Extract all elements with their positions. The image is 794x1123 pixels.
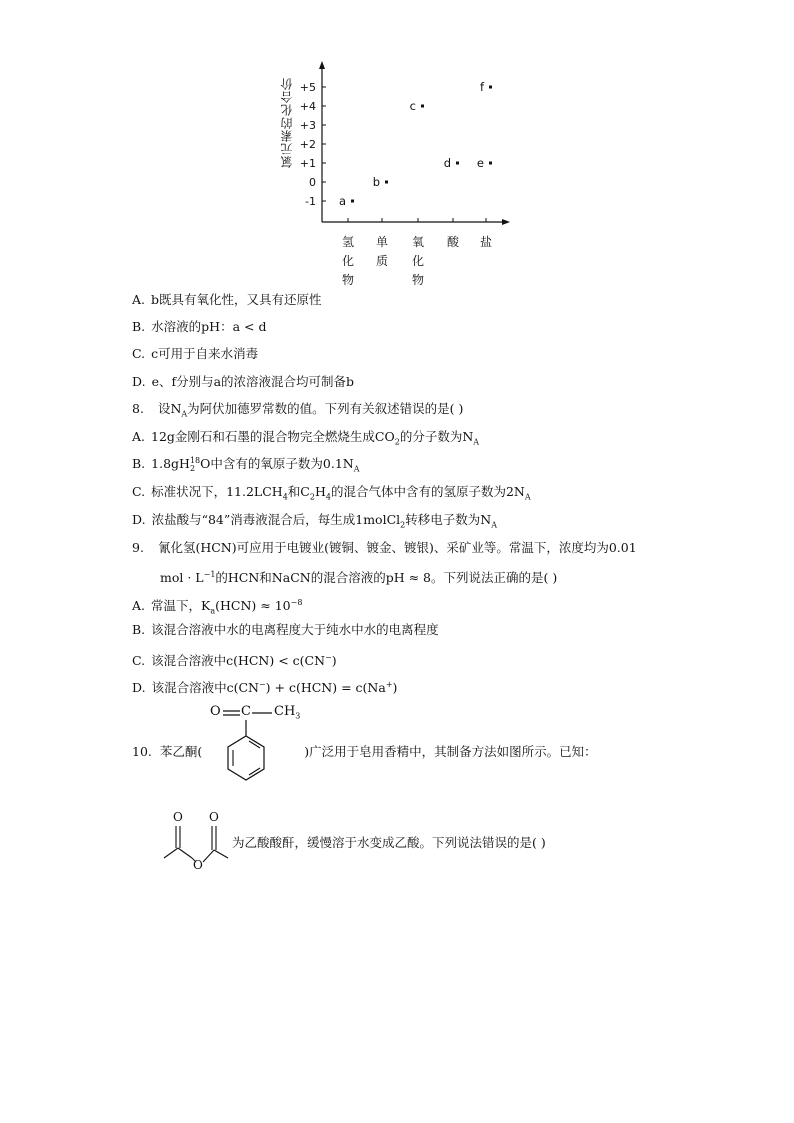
q8-option-a-s1: 2 — [394, 437, 400, 447]
point-label-d: d — [443, 156, 451, 170]
q7-option-c-label: C. — [132, 346, 146, 361]
category-char: 化 — [341, 254, 354, 268]
point-f — [489, 86, 492, 89]
q7-option-a — [132, 291, 322, 309]
q9-option-d-sup2: + — [385, 680, 393, 689]
q8-option-b-label: B. — [132, 456, 146, 471]
q9-option-a-t1: 常温下，K — [151, 598, 211, 614]
q9-option-c — [132, 649, 337, 670]
category-char: 氧 — [411, 235, 424, 249]
struct-ch3 — [274, 704, 300, 721]
category-char: 物 — [341, 273, 354, 287]
q8-option-c-s2: 2 — [309, 492, 315, 502]
q8-option-c-s4: A — [524, 492, 531, 502]
q9-option-a-sup: −8 — [290, 598, 303, 607]
category-char: 氢 — [341, 235, 354, 249]
point-d — [456, 162, 459, 165]
q8-option-b — [132, 455, 360, 479]
q8-option-a-t2: 的分子数为N — [399, 429, 474, 444]
q7-option-a-label: A. — [132, 292, 146, 307]
q7-option-b-label: B. — [132, 319, 146, 334]
category-char: 质 — [375, 254, 388, 268]
chart-plot — [270, 55, 530, 230]
q7-option-b-text: 水溶液的pH：a < d — [151, 319, 267, 334]
q8-option-d-s2: A — [491, 520, 497, 530]
q9-number: 9. — [132, 540, 144, 555]
q7-option-a-text: b既具有氧化性，又具有还原性 — [151, 292, 322, 307]
category-label-0 — [340, 233, 356, 290]
q9-stem-2sup: −1 — [203, 570, 216, 579]
q9-option-c-label: C. — [132, 653, 146, 669]
chart-y-label: 氯元素的化合价 — [280, 77, 294, 168]
q8-option-c-s1: 4 — [282, 492, 288, 502]
q8-option-b-s2: A — [353, 464, 360, 474]
q8-option-d — [132, 511, 497, 535]
point-a — [351, 200, 354, 203]
anhydride-o-top2: O — [209, 810, 219, 824]
q9-option-c-t2: ) — [331, 653, 337, 669]
q9-option-d-sup1: − — [258, 680, 266, 689]
q7-option-b — [132, 318, 266, 336]
q8-option-c — [132, 483, 531, 507]
q8-option-d-label: D. — [132, 512, 146, 527]
q7-option-c — [132, 345, 258, 363]
point-label-a: a — [338, 194, 346, 208]
q10-stem-2: )广泛用于皂用香精中，其制备方法如图所示。已知： — [304, 744, 597, 759]
q8-stem-pre: 设 — [157, 401, 171, 416]
y-tick-label: 0 — [309, 176, 316, 189]
q7-option-c-text: c可用于自来水消毒 — [151, 346, 259, 361]
x-axis-arrow — [502, 219, 510, 225]
category-char: 盐 — [479, 235, 492, 249]
point-c — [421, 105, 424, 108]
q9-option-d-t1: 该混合溶液中c(CN — [151, 680, 259, 696]
q9-option-d-t3: ) — [392, 680, 398, 696]
q7-option-d-text: e、f分别与a的浓溶液混合均可制备b — [151, 374, 355, 389]
q8-stem-post: 为阿伏加德罗常数的值。下列有关叙述错误的是( ) — [187, 401, 464, 416]
category-label-2 — [410, 233, 426, 290]
point-label-c: c — [409, 99, 416, 113]
category-char: 酸 — [446, 235, 459, 249]
q9-option-d — [132, 676, 397, 697]
anhydride-o-top1: O — [173, 810, 183, 824]
struct-ch3-sub: 3 — [295, 711, 301, 721]
q8-option-c-t1: 标准状况下，11.2LCH — [151, 484, 283, 499]
category-char: 物 — [411, 273, 424, 287]
y-tick-label: -1 — [305, 195, 316, 208]
struct-c: C — [241, 704, 251, 719]
q9-option-a-t2: (HCN) ≈ 10 — [215, 598, 291, 614]
anhydride-o-mid: O — [193, 858, 203, 872]
point-b — [385, 181, 388, 184]
q8-option-c-s3: 4 — [325, 492, 331, 502]
point-label-b: b — [372, 175, 380, 189]
q9-option-b — [132, 621, 439, 639]
q8-option-b-t2: O中含有的氧原子数为0.1N — [200, 456, 354, 471]
y-tick-label: +1 — [299, 157, 316, 170]
q10-number: 10. — [132, 744, 152, 759]
y-tick-label: +3 — [299, 119, 316, 132]
q8-option-a-s2: A — [473, 437, 480, 447]
q8-stem-na: N — [170, 401, 182, 416]
q9-option-d-t2: ) + c(HCN) = c(Na — [265, 680, 386, 696]
struct-ch3-text: CH — [274, 704, 296, 719]
category-char: 单 — [375, 235, 388, 249]
q8-option-b-sub: 2 — [189, 463, 196, 473]
y-tick-label: +5 — [299, 81, 316, 94]
q8-option-a-t1: 12g金刚石和石墨的混合物完全燃烧生成CO — [151, 429, 395, 444]
q8-option-c-label: C. — [132, 484, 146, 499]
acetic-anhydride-structure — [160, 810, 232, 878]
category-label-3 — [445, 233, 461, 252]
q9-stem-2a: mol · L — [160, 570, 204, 586]
y-tick-label: +2 — [299, 138, 316, 151]
q9-stem-1: 氰化氢(HCN)可应用于电镀业(镀铜、镀金、镀银)、采矿业等。常温下，浓度均为0.01 — [157, 540, 637, 555]
q9-option-a-label: A. — [132, 598, 146, 614]
q8-option-a — [132, 428, 479, 452]
q8-option-d-t2: 转移电子数为N — [405, 512, 492, 527]
category-label-4 — [478, 233, 494, 252]
q7-option-d-label: D. — [132, 374, 146, 389]
q8-option-c-t2: 和C — [287, 484, 310, 499]
q7-option-d — [132, 373, 354, 391]
q9-stem-2b: 的HCN和NaCN的混合溶液的pH ≈ 8。下列说法正确的是( ) — [215, 570, 558, 586]
point-e — [489, 162, 492, 165]
q8-stem-na-sub: A — [181, 409, 188, 419]
q8-option-b-t1: 1.8gH — [151, 456, 190, 471]
valence-chart — [270, 55, 530, 295]
q9-option-c-t1: 该混合溶液中c(HCN) < c(CN — [151, 653, 326, 669]
q8-option-d-s1: 2 — [400, 520, 406, 530]
q9-option-a — [132, 594, 302, 621]
q8-option-b-sup: 18 — [189, 455, 201, 465]
y-tick-label: +4 — [299, 100, 316, 113]
q9-stem-line2 — [160, 566, 557, 587]
q9-option-c-sup: − — [325, 653, 332, 662]
point-label-e: e — [476, 156, 484, 170]
q10-stem-1: 苯乙酮( — [159, 744, 203, 759]
point-label-f: f — [479, 80, 484, 94]
y-axis-arrow — [319, 61, 325, 69]
acetophenone-structure — [200, 700, 310, 800]
q10-stem-3: 为乙酸酸酐，缓慢溶于水变成乙酸。下列说法错误的是( ) — [232, 835, 546, 850]
q9-option-a-sub: a — [210, 606, 216, 616]
q8-option-c-t3: H — [314, 484, 326, 499]
q8-option-a-label: A. — [132, 429, 146, 444]
struct-o: O — [210, 704, 221, 719]
q10-anhydride-text — [232, 834, 546, 852]
q8-option-c-t4: 的混合气体中含有的氢原子数为2N — [330, 484, 525, 499]
q8-option-d-t1: 浓盐酸与“84”消毒液混合后，每生成1molCl — [151, 512, 401, 527]
q8-stem — [132, 400, 463, 424]
q9-option-b-text: 该混合溶液中水的电离程度大于纯水中水的电离程度 — [151, 622, 439, 637]
category-char: 化 — [411, 254, 424, 268]
q9-stem-line1 — [132, 539, 637, 557]
category-label-1 — [374, 233, 390, 271]
q8-number: 8. — [132, 401, 144, 416]
q9-option-b-label: B. — [132, 622, 146, 637]
q9-option-d-label: D. — [132, 680, 146, 696]
